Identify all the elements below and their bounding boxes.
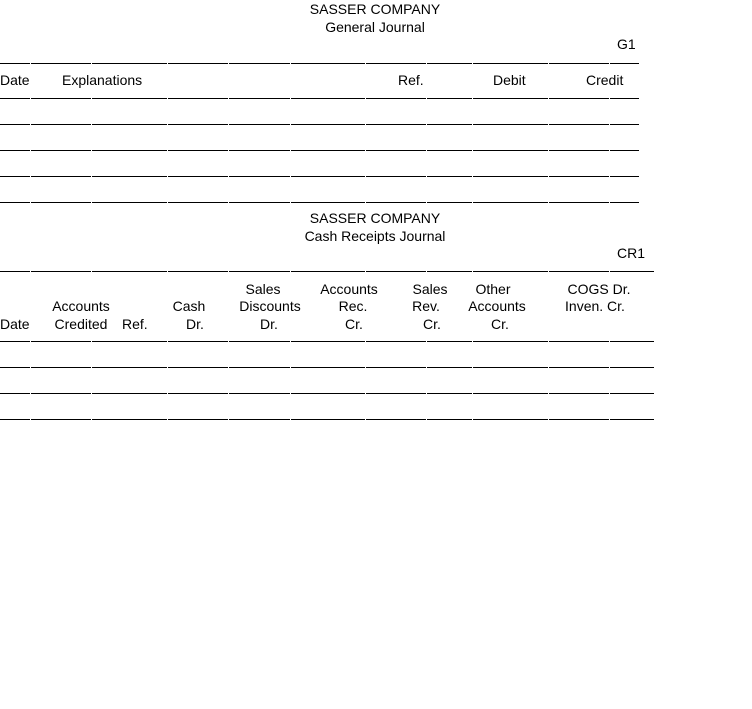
crj-company-name: SASSER COMPANY bbox=[309, 210, 441, 226]
crj-header-cash-line1: Cash bbox=[172, 298, 206, 314]
crj-header-other-accounts-line3: Cr. bbox=[491, 316, 509, 332]
crj-header-cogs-line2: Inven. Cr. bbox=[565, 298, 625, 314]
crj-header-date: Date bbox=[0, 316, 30, 332]
crj-header-accounts-rec-line1: Accounts bbox=[320, 281, 378, 297]
crj-header-accounts-credited-line1: Accounts bbox=[52, 298, 110, 314]
gj-header-debit: Debit bbox=[493, 72, 526, 88]
crj-header-cash-line2: Dr. bbox=[186, 316, 204, 332]
gj-page-ref: G1 bbox=[617, 36, 636, 52]
gj-header-credit: Credit bbox=[586, 72, 624, 88]
crj-page-ref: CR1 bbox=[617, 245, 646, 261]
gj-company-name: SASSER COMPANY bbox=[309, 1, 441, 17]
gj-header-explanations: Explanations bbox=[62, 72, 143, 88]
crj-header-sales-discounts-line2: Discounts bbox=[239, 298, 301, 314]
gj-header-date: Date bbox=[0, 72, 30, 88]
crj-header-other-accounts-line2: Accounts bbox=[468, 298, 526, 314]
crj-header-ref: Ref. bbox=[122, 316, 148, 332]
crj-header-sales-discounts-line3: Dr. bbox=[260, 316, 278, 332]
crj-header-accounts-credited-line2: Credited bbox=[54, 316, 108, 332]
crj-header-cogs-line1: COGS Dr. bbox=[567, 281, 631, 297]
crj-header-sales-rev-line3: Cr. bbox=[423, 316, 441, 332]
crj-header-sales-rev-line1: Sales bbox=[412, 281, 448, 297]
crj-header-accounts-rec-line2: Rec. bbox=[338, 298, 368, 314]
crj-header-accounts-rec-line3: Cr. bbox=[345, 316, 363, 332]
crj-header-other-accounts-line1: Other bbox=[475, 281, 511, 297]
crj-header-sales-discounts-line1: Sales bbox=[245, 281, 281, 297]
crj-journal-title: Cash Receipts Journal bbox=[304, 228, 446, 244]
gj-header-ref: Ref. bbox=[398, 72, 424, 88]
gj-journal-title: General Journal bbox=[325, 19, 425, 35]
crj-header-sales-rev-line2: Rev. bbox=[412, 298, 440, 314]
